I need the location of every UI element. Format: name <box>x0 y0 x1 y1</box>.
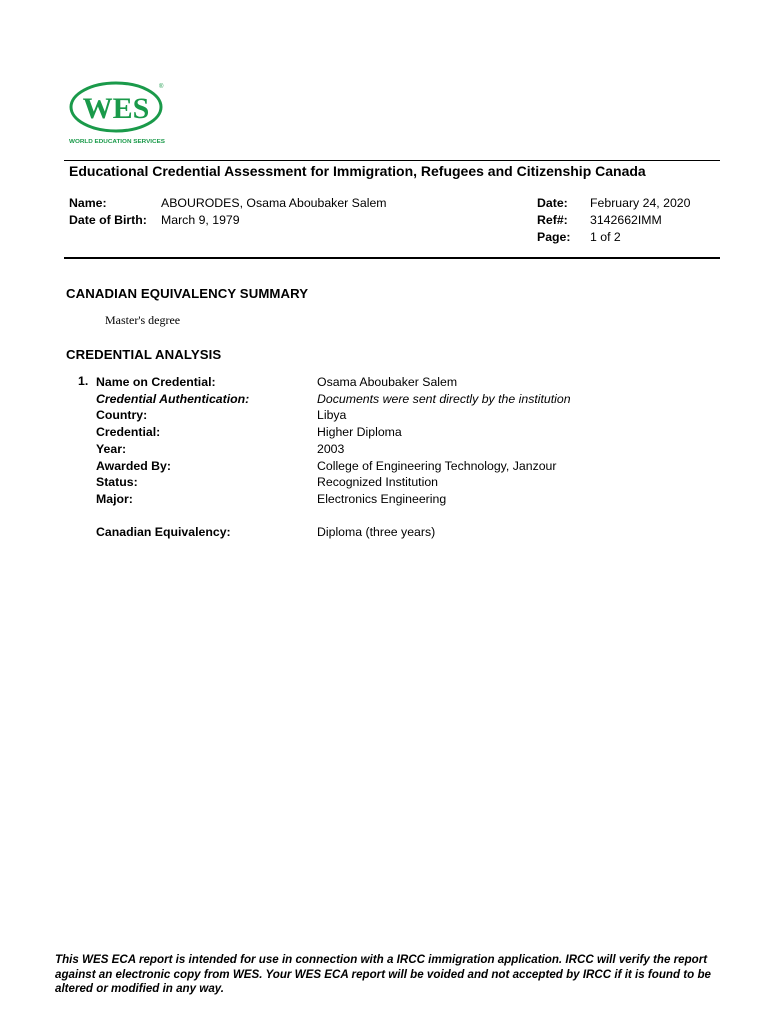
header-top-rule <box>64 160 720 161</box>
analysis-heading: CREDENTIAL ANALYSIS <box>66 347 222 362</box>
ref-label: Ref#: <box>537 213 568 227</box>
canadian-equivalency-value: Diploma (three years) <box>317 525 436 539</box>
credential-field-value: Electronics Engineering <box>317 492 447 506</box>
logo-registered-mark: ® <box>159 84 164 90</box>
credential-field-label: Credential Authentication: <box>96 392 250 406</box>
wes-logo <box>68 80 172 146</box>
summary-text: Master's degree <box>105 313 181 327</box>
page-label: Page: <box>537 230 571 244</box>
credential-field-label: Name on Credential: <box>96 375 216 389</box>
canadian-equivalency-label: Canadian Equivalency: <box>96 525 231 539</box>
date-label: Date: <box>537 196 568 210</box>
footer-disclaimer: This WES ECA report is intended for use in connection with a IRCC immigration application. IRCC will verify the report against an electronic copy from WES. Your WES ECA report will be voided and not accepted by IRCC if it is found to be altered or modified in any way. <box>55 953 711 995</box>
summary-heading: CANADIAN EQUIVALENCY SUMMARY <box>66 286 309 301</box>
credential-field-label: Awarded By: <box>96 459 171 473</box>
page-value: 1 of 2 <box>590 230 621 244</box>
credential-number: 1. <box>78 374 89 388</box>
credential-field-value: College of Engineering Technology, Janzour <box>317 459 557 473</box>
credential-field-value: Libya <box>317 408 347 422</box>
credential-field-value: Higher Diploma <box>317 425 402 439</box>
credential-field-label: Status: <box>96 475 138 489</box>
dob-value: March 9, 1979 <box>161 213 240 227</box>
logo-tagline: WORLD EDUCATION SERVICES <box>69 139 166 145</box>
credential-field-value: Recognized Institution <box>317 475 438 489</box>
header-bottom-rule <box>64 257 720 259</box>
credential-field-label: Major: <box>96 492 133 506</box>
date-value: February 24, 2020 <box>590 196 691 210</box>
wes-logo-mark <box>68 80 172 146</box>
credential-field-value: 2003 <box>317 442 345 456</box>
logo-wordmark: WES <box>82 92 150 125</box>
name-label: Name: <box>69 196 107 210</box>
ref-value: 3142662IMM <box>590 213 662 227</box>
credential-field-value: Osama Aboubaker Salem <box>317 375 458 389</box>
credential-field-value: Documents were sent directly by the institution <box>317 392 571 406</box>
credential-field-label: Country: <box>96 408 148 422</box>
credential-field-label: Year: <box>96 442 127 456</box>
credential-field-label: Credential: <box>96 425 161 439</box>
name-value: ABOURODES, Osama Aboubaker Salem <box>161 196 387 210</box>
dob-label: Date of Birth: <box>69 213 147 227</box>
document-title: Educational Credential Assessment for Immigration, Refugees and Citizenship Canada <box>69 163 646 179</box>
